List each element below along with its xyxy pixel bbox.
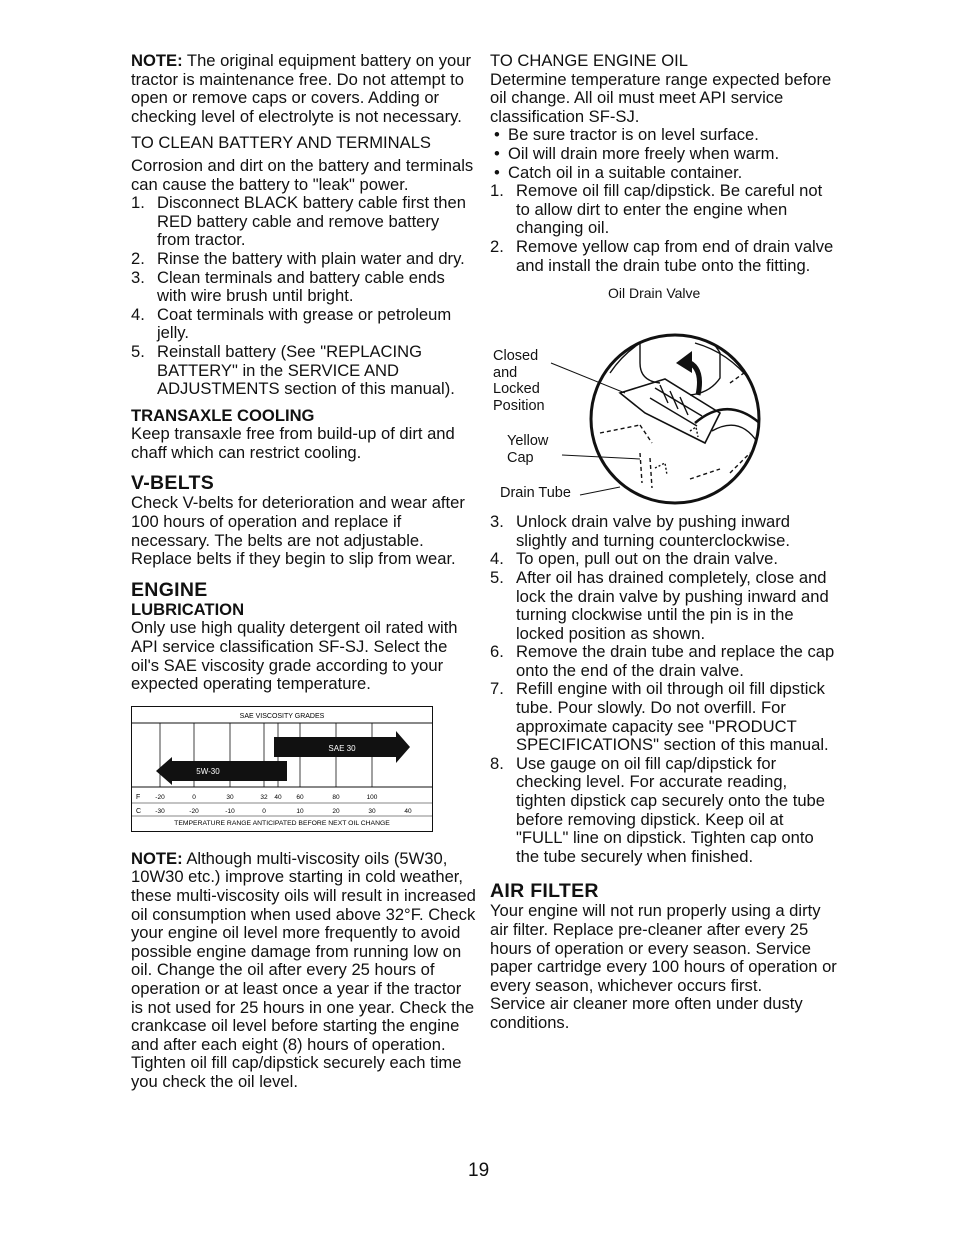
list-item <box>131 269 476 306</box>
lubrication-text: Only use high quality detergent oil rated with API service classification SF-SJ. Select the oil's SAE viscosity grade according to your expected operating temperature. <box>131 618 458 694</box>
c-tick-label: 0 <box>262 807 266 815</box>
list-item <box>490 569 840 643</box>
list-item <box>131 343 476 399</box>
list-item <box>490 513 840 550</box>
battery-steps-list <box>131 194 476 399</box>
bar-sae30-label: SAE 30 <box>328 743 356 753</box>
label-drain-tube: Drain Tube <box>500 485 571 502</box>
step-number: 8. <box>490 753 504 773</box>
label-position: Position <box>493 397 545 414</box>
step-text: Remove the drain tube and replace the cap onto the end of the drain valve. <box>516 642 835 680</box>
list-item <box>490 238 840 275</box>
viscosity-chart <box>131 706 433 832</box>
note-text: The original equipment battery on your tractor is maintenance free. Do not attempt to open or remove caps or covers. Adding or checking level of electrolyte is not necessary. <box>131 51 472 126</box>
step-number: 4. <box>131 304 145 324</box>
step-text: To open, pull out on the drain valve. <box>516 549 778 569</box>
step-number: 2. <box>490 236 504 256</box>
step-number: 5. <box>131 341 145 361</box>
c-tick-label: 40 <box>404 807 412 815</box>
list-item <box>490 755 840 867</box>
step-number: 5. <box>490 567 504 587</box>
right-column <box>490 52 840 1033</box>
step-text: Remove oil fill cap/dipstick. Be careful not to allow dirt to enter the engine when changing oil. <box>516 181 823 238</box>
c-tick-label: 30 <box>368 807 376 815</box>
f-tick-label: -20 <box>155 793 165 801</box>
step-text: After oil has drained completely, close and lock the drain valve by pushing inward and turning clockwise until the pin is in the locked position as shown. <box>516 567 829 643</box>
list-item <box>131 250 476 269</box>
chart-title: SAE VISCOSITY GRADES <box>239 712 325 720</box>
oil-steps-list-a <box>490 182 840 275</box>
list-item <box>131 194 476 250</box>
c-tick-label: 10 <box>296 807 304 815</box>
vbelts-text: Check V-belts for deterioration and wear after 100 hours of operation and replace if necessary. The belts are not adjustable. Replace belts if they begin to slip from wear. <box>131 493 465 569</box>
oil-bullets-list <box>490 126 840 182</box>
f-tick-label: 32 <box>260 793 268 801</box>
battery-note <box>131 52 476 126</box>
air-filter-text: Your engine will not run properly using a dirty air filter. Replace pre-cleaner after every 25 hours of operation or every season. Service paper cartridge every 100 hours of operation or every season, whichever occurs first. <box>490 901 837 995</box>
label-cap: Cap <box>507 449 534 466</box>
oil-heading: TO CHANGE ENGINE OIL <box>490 51 688 70</box>
battery-heading: TO CLEAN BATTERY AND TERMINALS <box>131 133 431 153</box>
step-number: 7. <box>490 679 504 699</box>
bar-5w30-label: 5W-30 <box>196 766 220 776</box>
oil-drain-valve-figure <box>490 283 840 513</box>
f-axis-ticks <box>155 794 378 801</box>
valve-illustration <box>490 283 840 513</box>
detail-circle <box>591 335 759 503</box>
f-axis-label: F <box>136 793 141 801</box>
bar-5w30 <box>156 757 287 785</box>
step-number: 1. <box>490 181 504 201</box>
transaxle-text: Keep transaxle free from build-up of dirt and chaff which can restrict cooling. <box>131 424 455 462</box>
c-tick-label: -30 <box>155 807 165 815</box>
viscosity-chart-svg <box>132 707 432 831</box>
label-closed: Closed <box>493 348 539 365</box>
list-item <box>490 643 840 680</box>
list-item <box>490 680 840 754</box>
c-axis-ticks <box>155 808 412 815</box>
f-tick-label: 30 <box>226 793 234 801</box>
transaxle-heading: TRANSAXLE COOLING <box>131 405 315 425</box>
list-item <box>490 182 840 238</box>
note2-text: Although multi-viscosity oils (5W30, 10W30 etc.) improve starting in cold weather, these multi-viscosity oils will result in increased oil consumption when used above 32°F. Check your engine oil level more frequently to avoid possible engine damage from running low on oil. Change the oil after every 25 hours of operation or at least once a year if the tractor is not used for 25 hours in one year. Check the crankcase oil level before starting the engine and after each eight (8) hours of operation. Tighten oil fill cap/dipstick securely each time you check the oil level. <box>131 848 476 1091</box>
c-tick-label: -20 <box>189 807 199 815</box>
label-and: and <box>493 364 518 381</box>
c-axis-label: C <box>136 807 142 815</box>
vbelts-heading: V-BELTS <box>131 472 214 495</box>
note2-label: NOTE: <box>131 848 183 868</box>
bullet-icon: • <box>494 125 500 145</box>
battery-intro: Corrosion and dirt on the battery and terminals can cause the battery to "leak" power. <box>131 155 474 194</box>
step-text: Clean terminals and battery cable ends with wire brush until bright. <box>157 267 445 306</box>
air-filter-text-2: Service air cleaner more often under dusty conditions. <box>490 994 803 1032</box>
f-tick-label: 40 <box>274 793 282 801</box>
air-filter-heading: AIR FILTER <box>490 880 599 903</box>
chart-footer: TEMPERATURE RANGE ANTICIPATED BEFORE NEXT OIL CHANGE <box>174 819 390 827</box>
bullet-icon: • <box>494 143 500 163</box>
step-text: Refill engine with oil through oil fill dipstick tube. Pour slowly. Do not overfill. For approximate capacity see "PRODUCT SPECIFICATIONS" section of this manual. <box>516 679 829 755</box>
left-column <box>131 52 476 1092</box>
step-number: 3. <box>131 267 145 287</box>
multivisc-note <box>131 850 476 1092</box>
step-number: 3. <box>490 512 504 532</box>
step-text: Rinse the battery with plain water and dry. <box>157 248 465 268</box>
c-tick-label: 20 <box>332 807 340 815</box>
oil-steps-list-b <box>490 513 840 866</box>
bullet-item <box>490 126 840 145</box>
label-locked: Locked <box>493 381 540 398</box>
step-text: Remove yellow cap from end of drain valve and install the drain tube onto the fitting. <box>516 236 834 275</box>
f-tick-label: 0 <box>192 793 196 801</box>
bullet-icon: • <box>494 162 500 182</box>
page-number: 19 <box>468 1160 490 1181</box>
f-tick-label: 80 <box>332 793 340 801</box>
bullet-text: Oil will drain more freely when warm. <box>508 143 780 163</box>
note-label: NOTE: <box>131 51 183 70</box>
step-number: 6. <box>490 642 504 662</box>
step-text: Coat terminals with grease or petroleum jelly. <box>157 304 452 343</box>
step-number: 2. <box>131 248 145 268</box>
step-number: 1. <box>131 193 145 213</box>
step-text: Reinstall battery (See "REPLACING BATTERY" in the SERVICE AND ADJUSTMENTS section of this manual). <box>157 341 455 399</box>
bullet-item <box>490 164 840 183</box>
step-number: 4. <box>490 549 504 569</box>
step-text: Disconnect BLACK battery cable first then RED battery cable and remove battery from tractor. <box>157 193 466 250</box>
figure-title: Oil Drain Valve <box>608 285 701 302</box>
step-text: Unlock drain valve by pushing inward slightly and turning counterclockwise. <box>516 512 790 550</box>
list-item <box>490 550 840 569</box>
lubrication-heading: LUBRICATION <box>131 599 245 619</box>
label-yellow: Yellow <box>507 433 549 450</box>
bullet-item <box>490 145 840 164</box>
c-tick-label: -10 <box>225 807 235 815</box>
f-tick-label: 60 <box>296 793 304 801</box>
engine-heading: ENGINE <box>131 578 208 601</box>
bullet-text: Be sure tractor is on level surface. <box>508 125 759 145</box>
bullet-text: Catch oil in a suitable container. <box>508 162 743 182</box>
list-item <box>131 306 476 343</box>
oil-intro: Determine temperature range expected before oil change. All oil must meet API service classification SF-SJ. <box>490 69 832 126</box>
f-tick-label: 100 <box>366 793 378 801</box>
step-text: Use gauge on oil fill cap/dipstick for checking level. For accurate reading, tighten dipstick cap securely onto the tube before removing dipstick. Keep oil at "FULL" line on dipstick. Tighten cap onto the tube securely when finished. <box>516 753 826 866</box>
